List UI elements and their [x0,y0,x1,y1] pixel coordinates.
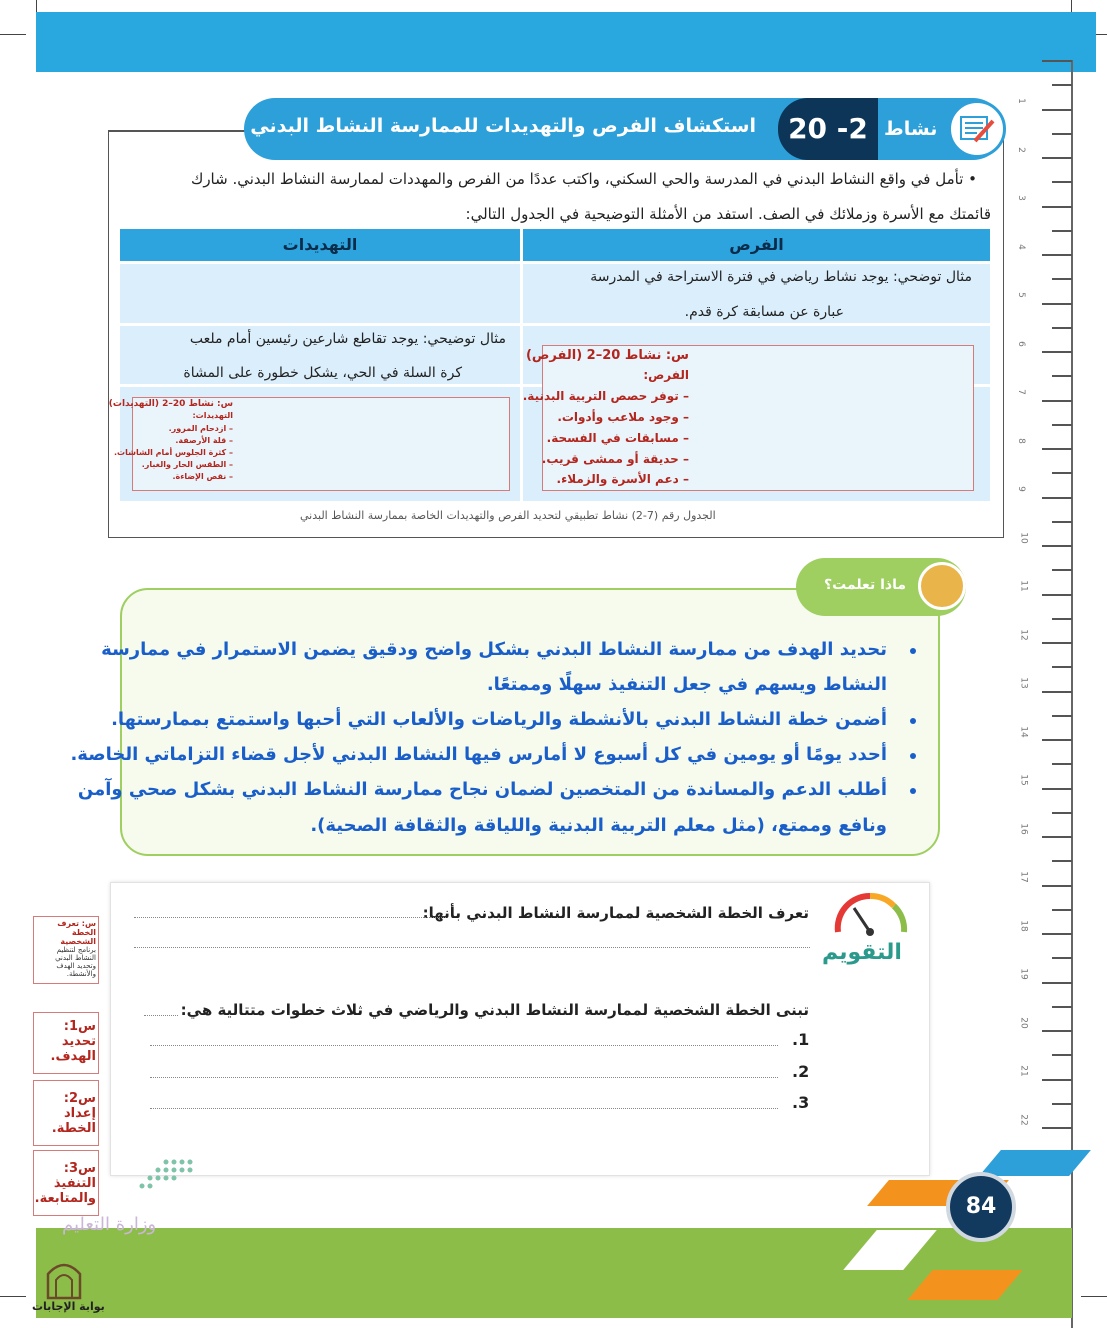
threat-answer-title: س: نشاط 20–2 (التهديدات) [108,399,233,409]
threat-answer-item: – الطقس الحار والغبار. [141,460,233,469]
learned-label: ماذا تعلمت؟ [824,577,906,593]
ruler-tick [1052,230,1072,232]
opp-example-line1: مثال توضحي: يوجد نشاط رياضي في فترة الاستراحة في المدرسة [590,269,972,285]
answer-line[interactable] [134,916,446,918]
pencil-note-icon [948,100,1006,158]
opp-example-line2: عبارة عن مسابقة كرة قدم. [684,304,844,320]
activity-label: نشاط [884,118,938,140]
evaluation-box [110,882,930,1176]
answer-line[interactable] [150,1044,778,1046]
ruler-tick [1042,691,1072,693]
side-note-definition-title: س: تعرف الخطة الشخصية [57,919,96,946]
learned-bullet-1-line1: تحديد الهدف من ممارسة النشاط البدني بشكل واضح ودقيق يضمن الاستمرار في ممارسة [101,639,887,660]
learned-bullet-1-line2: النشاط ويسهم في جعل التنفيذ سهلًا وممتعًا. [486,674,887,695]
crop-mark [0,1296,26,1297]
ruler-number: 8 [1015,437,1026,444]
ruler-tick [1042,497,1072,499]
ruler-number: 13 [1018,677,1029,689]
ruler-tick [1042,109,1072,111]
threat-example-line1: مثال توضيحي: يوجد تقاطع شارعين رئيسين أمام ملعب [189,331,506,347]
learned-bullet-4-line1: أطلب الدعم والمساندة من المتخصين لضمان نجاح ممارسة النشاط البدني بشكل صحي وآمن [77,779,887,800]
ruler-tick [1052,618,1072,620]
ruler-number: 6 [1015,340,1026,347]
ruler-tick [1052,521,1072,523]
decor-stripe [979,1150,1091,1176]
ruler-tick [1052,375,1072,377]
ruler-number: 7 [1015,389,1026,395]
opportunities-threats-table [108,229,990,501]
page-number: 84 [946,1172,1016,1242]
opp-answer-box [522,345,974,491]
ruler-tick [1042,836,1072,838]
threat-answer-item: – ازدحام المرور. [168,424,233,433]
ruler-tick [1042,400,1072,402]
side-note-definition [33,916,99,984]
bullet-dot [910,718,916,724]
ruler-tick [1052,1103,1072,1105]
ruler-number: 11 [1018,580,1029,592]
ruler-tick [1052,181,1072,183]
ruler-tick [1042,60,1072,62]
evaluation-label: التقويم [822,940,902,965]
ruler-tick [1042,885,1072,887]
ruler-tick [1052,133,1072,135]
ruler-tick [1042,982,1072,984]
threat-example-line2: كرة السلة في الحي، يشكل خطورة على المشاة [183,365,462,381]
activity-number: 20 -2 [778,98,878,160]
side-note-definition-body: برنامج لتنظيم النشاط البدني وتحديد الهدف والأنشطة. [55,946,96,978]
step-number-2: .2 [792,1062,810,1081]
side-note-step-1: س1: تحديد الهدف. [33,1012,99,1074]
ruler-tick [1052,569,1072,571]
side-note-step-2: س2: إعداد الخطة. [33,1080,99,1146]
ruler-tick [1042,933,1072,935]
ruler-number: 12 [1018,628,1029,641]
ruler-number: 5 [1015,292,1026,298]
ruler-number: 17 [1018,871,1029,883]
ruler-number: 21 [1018,1065,1029,1077]
ruler-tick [1042,1030,1072,1032]
ruler-tick [1042,545,1072,547]
bullet-dot [910,788,916,794]
ruler-tick [1052,812,1072,814]
bullet-dot [910,753,916,759]
activity-title: استكشاف الفرص والتهديدات للممارسة النشاط البدني [250,115,756,137]
ruler-tick [1042,1127,1072,1129]
threat-answer-item: – قلة الأرصفة. [175,436,233,445]
answer-line[interactable] [144,1014,178,1016]
ruler-tick [1052,472,1072,474]
ruler-tick [1042,788,1072,790]
header-threats: التهديدات [120,229,520,261]
ruler-tick [1042,594,1072,596]
ruler-number: 9 [1015,486,1026,492]
threat-answer-subtitle: التهديدات: [192,411,233,420]
portal-logo-icon [44,1256,84,1300]
ruler-tick [1042,351,1072,353]
ruler-tick [1042,739,1072,741]
ruler-tick [1052,1006,1072,1008]
ruler-tick [1052,84,1072,86]
learned-bullet-2: أضمن خطة النشاط البدني بالأنشطة والرياضات والألعاب التي أحبها واستمتع بممارستها. [111,709,887,730]
ruler-tick [1052,957,1072,959]
column-divider [520,229,523,501]
answer-line[interactable] [134,946,810,948]
ruler-number: 14 [1018,725,1029,738]
instruction-line-2: قائمتك مع الأسرة وزملائك في الصف. استفد من الأمثلة التوضيحية في الجدول التالي: [465,205,991,223]
ministry-watermark: وزارة التعليم [62,1214,157,1235]
threat-answer-item: – كثرة الجلوس أمام الشاشات. [114,448,233,457]
opp-answer-subtitle: الفرص: [643,368,689,382]
ruler-number: 18 [1018,919,1029,932]
ruler-tick [1052,715,1072,717]
medal-icon [918,562,966,610]
ruler-tick [1052,909,1072,911]
ruler-tick [1052,666,1072,668]
ruler [1016,60,1072,1170]
ruler-tick [1042,254,1072,256]
opp-answer-item: – دعم الأسرة والزملاء. [556,472,689,486]
ruler-number: 4 [1015,243,1026,250]
crop-mark [1071,0,1072,12]
threat-answer-item: – نقص الإضاءة. [172,472,233,481]
ruler-number: 20 [1018,1016,1029,1029]
answer-line[interactable] [150,1076,778,1078]
bullet-dot [910,648,916,654]
eval-question-1: تعرف الخطة الشخصية لممارسة النشاط البدني بأنها: [422,904,809,922]
ruler-tick [1042,303,1072,305]
row-divider [120,261,990,264]
learned-bullet-3: أحدد يومًا أو يومين في كل أسبوع لا أمارس فيها النشاط البدني لأجل قضاء التزاماتي الخاصة. [70,744,887,765]
learned-bullet-4-line2: ونافع وممتع، (مثل معلم التربية البدنية واللياقة والثقافة الصحية). [310,815,887,836]
ruler-tick [1052,763,1072,765]
ruler-number: 1 [1015,98,1026,104]
step-number-1: .1 [792,1030,810,1049]
side-note-step-3: س3: التنفيذ والمتابعة. [33,1150,99,1216]
ruler-tick [1042,642,1072,644]
crop-mark [36,0,37,12]
ruler-number: 10 [1018,531,1029,544]
header-opportunities: الفرص [523,229,990,261]
opp-answer-item: – حديقة أو ممشى قريب. [541,452,689,466]
ministry-logo-icon [86,1156,198,1196]
ruler-number: 16 [1018,822,1029,835]
ruler-tick [1052,278,1072,280]
crop-mark [1081,1296,1107,1297]
opp-answer-item: – توفر حصص التربية البدنية. [522,389,689,403]
ruler-tick [1042,206,1072,208]
instruction-line-1: • تأمل في واقع النشاط البدني في المدرسة والحي السكني، واكتب عددًا من الفرص والمهددات لممارسة النشاط البدني. شارك [190,170,977,188]
eval-question-2: تبنى الخطة الشخصية لممارسة النشاط البدني والرياضي في ثلاث خطوات متتالية هي: [180,1001,809,1019]
opp-answer-title: س: نشاط 20–2 (الفرص) [525,348,689,363]
ruler-tick [1042,448,1072,450]
ruler-number: 19 [1018,968,1029,980]
top-color-band [36,12,1096,72]
gauge-icon [820,884,916,944]
ruler-tick [1052,1054,1072,1056]
ruler-number: 3 [1015,195,1026,201]
portal-watermark: بوابة الإجابات [32,1300,105,1313]
opp-answer-item: – مسابقات في الفسحة. [546,431,689,445]
threat-answer-box [108,397,510,491]
ruler-number: 15 [1018,774,1029,786]
ruler-tick [1052,860,1072,862]
step-number-3: .3 [792,1093,810,1112]
ruler-tick [1042,157,1072,159]
opp-answer-item: – وجود ملاعب وأدوات. [557,410,689,424]
ruler-number: 2 [1015,146,1026,153]
answer-line[interactable] [150,1107,778,1109]
table-caption: الجدول رقم (7-2) نشاط تطبيقي لتحديد الفرص والتهديدات الخاصة بممارسة النشاط البدني [300,509,716,522]
ruler-number: 22 [1018,1113,1029,1126]
ruler-tick [1052,327,1072,329]
ruler-tick [1042,1079,1072,1081]
crop-mark [0,34,26,35]
row-divider [120,323,990,326]
ruler-tick [1052,424,1072,426]
